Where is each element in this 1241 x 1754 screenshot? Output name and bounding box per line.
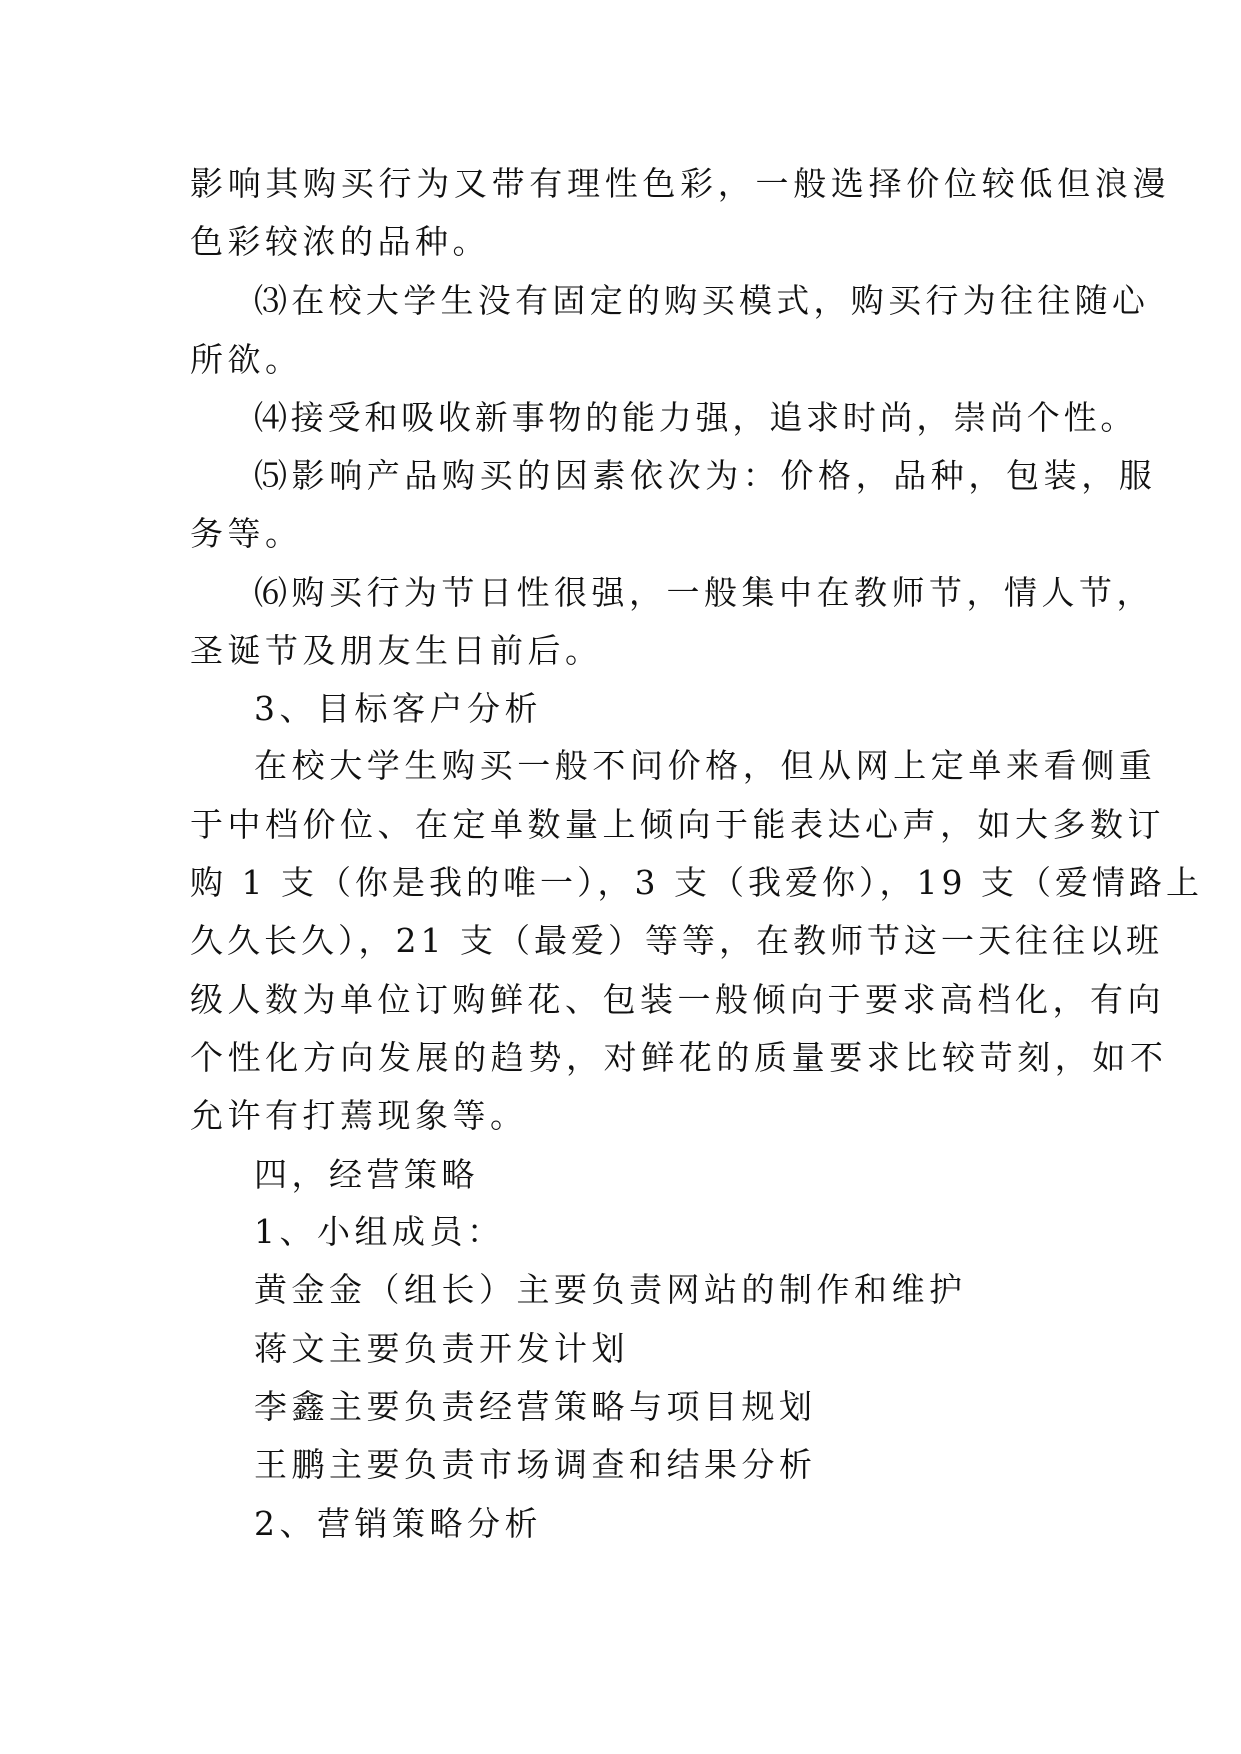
text-line: ⑸影响产品购买的因素依次为：价格，品种，包装，服 — [254, 456, 1157, 495]
text-line: 购 1 支（你是我的唯一），3 支（我爱你），19 支（爱情路上 — [190, 863, 1203, 902]
section-heading: 四，经营策略 — [254, 1155, 479, 1194]
text-line: 务等。 — [190, 514, 303, 553]
section-heading: 3、目标客户分析 — [254, 689, 542, 728]
text-line: ⑷接受和吸收新事物的能力强，追求时尚，崇尚个性。 — [254, 398, 1138, 437]
text-line: 于中档价位、在定单数量上倾向于能表达心声，如大多数订 — [190, 805, 1165, 844]
section-heading: 1、小组成员： — [254, 1212, 505, 1251]
text-line: 所欲。 — [190, 340, 303, 379]
member-line: 蒋文主要负责开发计划 — [254, 1329, 629, 1368]
text-line: 允许有打蔫现象等。 — [190, 1096, 528, 1135]
text-line: 色彩较浓的品种。 — [190, 222, 490, 261]
text-line: 个性化方向发展的趋势，对鲜花的质量要求比较苛刻，如不 — [190, 1038, 1168, 1077]
member-line: 黄金金（组长）主要负责网站的制作和维护 — [254, 1270, 967, 1309]
text-line: 在校大学生购买一般不问价格，但从网上定单来看侧重 — [254, 746, 1157, 785]
member-line: 李鑫主要负责经营策略与项目规划 — [254, 1387, 817, 1426]
member-line: 王鹏主要负责市场调查和结果分析 — [254, 1445, 817, 1484]
text-line: ⑶在校大学生没有固定的购买模式，购买行为往往随心 — [254, 281, 1150, 320]
text-line: 圣诞节及朋友生日前后。 — [190, 631, 603, 670]
section-heading: 2、营销策略分析 — [254, 1504, 542, 1543]
text-line: 级人数为单位订购鲜花、包装一般倾向于要求高档化，有向 — [190, 980, 1165, 1019]
text-line: 影响其购买行为又带有理性色彩，一般选择价位较低但浪漫 — [190, 164, 1171, 203]
text-line: 久久长久），21 支（最爱）等等，在教师节这一天往往以班 — [190, 921, 1163, 960]
text-line: ⑹购买行为节日性很强，一般集中在教师节，情人节， — [254, 573, 1154, 612]
